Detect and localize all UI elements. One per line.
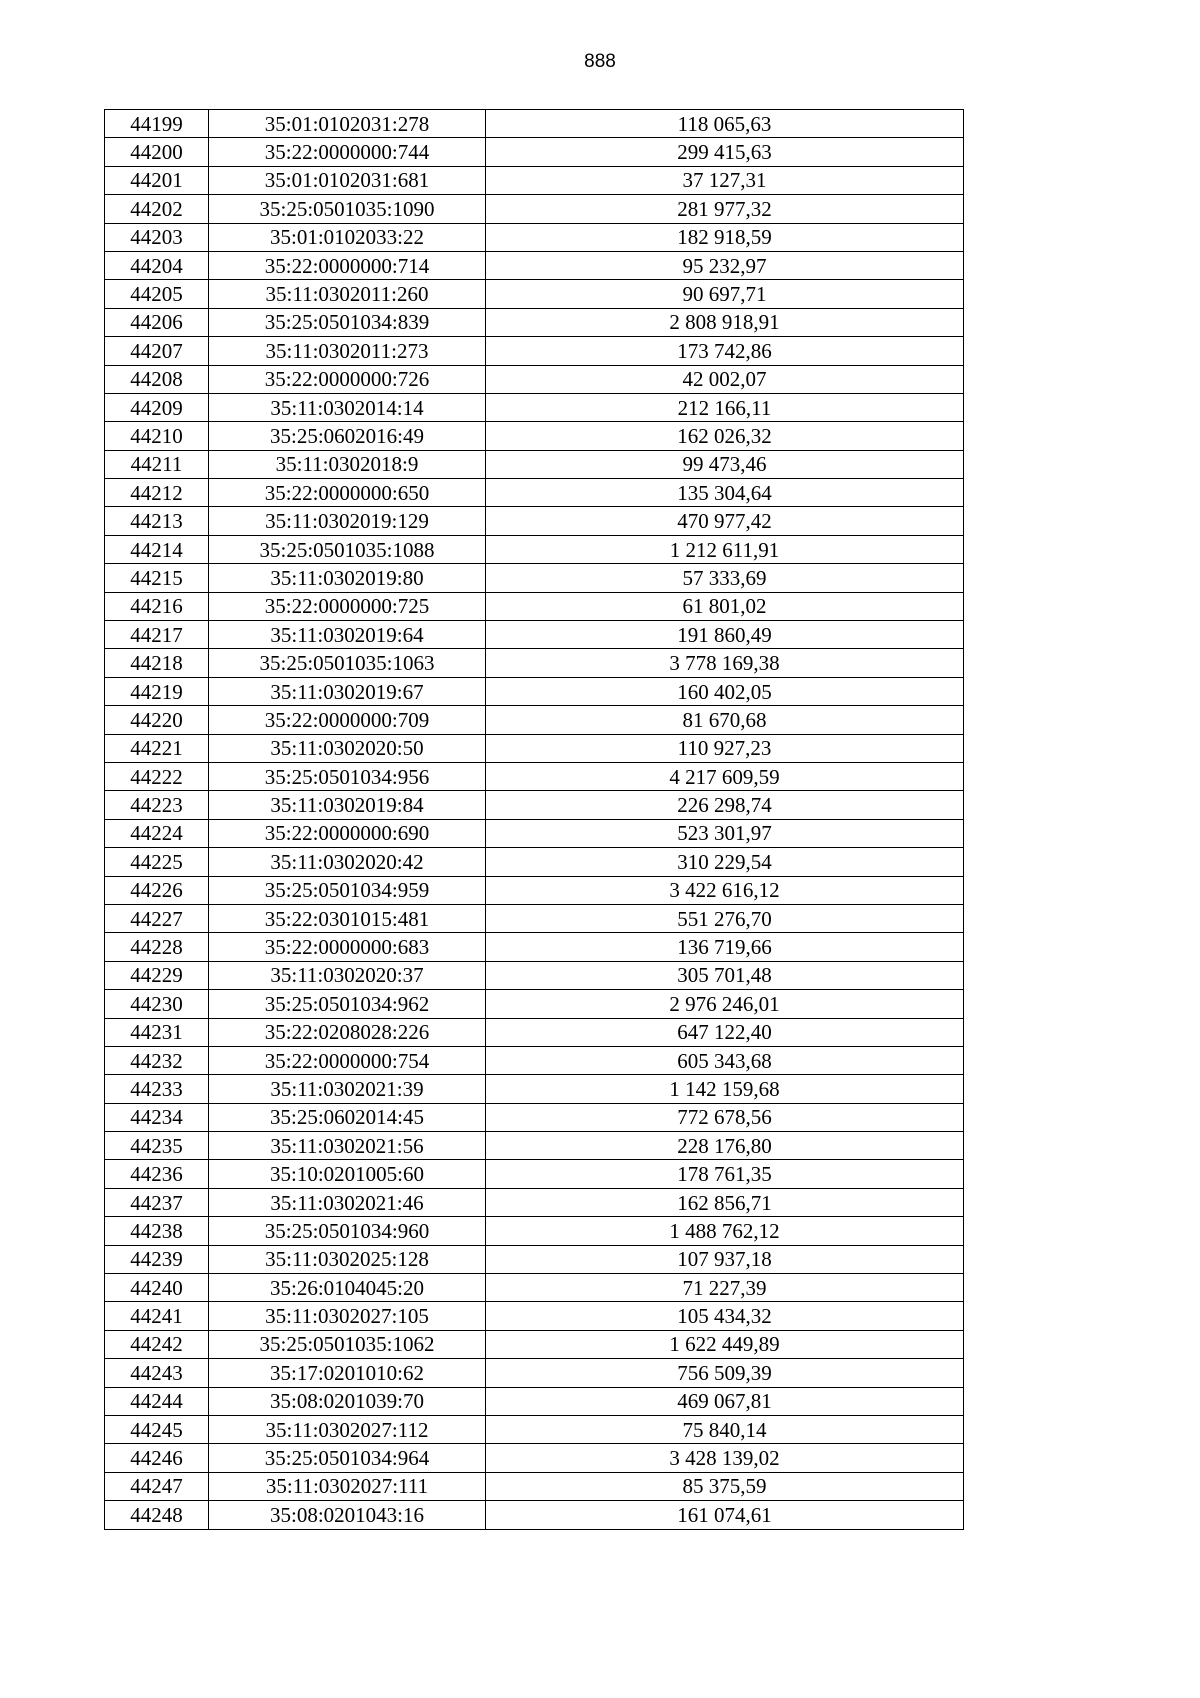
- table-row: [105, 564, 964, 592]
- cadastral-value-cell: 1 212 611,91: [486, 535, 964, 563]
- cadastral-value-cell: 1 488 762,12: [486, 1217, 964, 1245]
- table-row: [105, 1103, 964, 1131]
- row-number-cell: 44217: [105, 621, 209, 649]
- cadastral-value-cell: 305 701,48: [486, 961, 964, 989]
- row-number-cell: 44227: [105, 904, 209, 932]
- table-row: [105, 393, 964, 421]
- table-row: [105, 848, 964, 876]
- table-row: [105, 450, 964, 478]
- cadastral-value-cell: 107 937,18: [486, 1245, 964, 1273]
- table-row: [105, 1330, 964, 1358]
- cadastral-number-cell: 35:11:0302021:39: [209, 1075, 486, 1103]
- cadastral-number-cell: 35:17:0201010:62: [209, 1359, 486, 1387]
- table-row: [105, 1302, 964, 1330]
- row-number-cell: 44220: [105, 706, 209, 734]
- cadastral-value-cell: 42 002,07: [486, 365, 964, 393]
- table-row: [105, 1188, 964, 1216]
- cadastral-number-cell: 35:11:0302019:67: [209, 677, 486, 705]
- row-number-cell: 44230: [105, 990, 209, 1018]
- row-number-cell: 44245: [105, 1415, 209, 1443]
- row-number-cell: 44232: [105, 1046, 209, 1074]
- cadastral-value-cell: 90 697,71: [486, 280, 964, 308]
- cadastral-number-cell: 35:22:0000000:744: [209, 138, 486, 166]
- cadastral-value-cell: 178 761,35: [486, 1160, 964, 1188]
- cadastral-value-cell: 37 127,31: [486, 166, 964, 194]
- cadastral-number-cell: 35:25:0501035:1088: [209, 535, 486, 563]
- table-row: [105, 365, 964, 393]
- table-row: [105, 1046, 964, 1074]
- cadastral-value-cell: 105 434,32: [486, 1302, 964, 1330]
- table-row: [105, 507, 964, 535]
- cadastral-number-cell: 35:11:0302020:50: [209, 734, 486, 762]
- row-number-cell: 44214: [105, 535, 209, 563]
- cadastral-value-cell: 470 977,42: [486, 507, 964, 535]
- row-number-cell: 44208: [105, 365, 209, 393]
- cadastral-number-cell: 35:08:0201039:70: [209, 1387, 486, 1415]
- cadastral-number-cell: 35:22:0208028:226: [209, 1018, 486, 1046]
- table-row: [105, 961, 964, 989]
- cadastral-value-cell: 605 343,68: [486, 1046, 964, 1074]
- cadastral-value-cell: 299 415,63: [486, 138, 964, 166]
- table-row: [105, 1501, 964, 1529]
- cadastral-number-cell: 35:11:0302019:129: [209, 507, 486, 535]
- row-number-cell: 44213: [105, 507, 209, 535]
- cadastral-number-cell: 35:25:0501035:1063: [209, 649, 486, 677]
- cadastral-number-cell: 35:25:0501034:960: [209, 1217, 486, 1245]
- row-number-cell: 44200: [105, 138, 209, 166]
- row-number-cell: 44219: [105, 677, 209, 705]
- row-number-cell: 44231: [105, 1018, 209, 1046]
- cadastral-value-table: [104, 109, 964, 1530]
- row-number-cell: 44218: [105, 649, 209, 677]
- cadastral-value-cell: 81 670,68: [486, 706, 964, 734]
- cadastral-value-cell: 162 856,71: [486, 1188, 964, 1216]
- cadastral-number-cell: 35:22:0000000:650: [209, 479, 486, 507]
- table-body: [105, 110, 964, 1530]
- cadastral-value-cell: 173 742,86: [486, 337, 964, 365]
- cadastral-number-cell: 35:11:0302020:42: [209, 848, 486, 876]
- table-row: [105, 1160, 964, 1188]
- table-row: [105, 251, 964, 279]
- cadastral-value-cell: 75 840,14: [486, 1415, 964, 1443]
- table-row: [105, 933, 964, 961]
- cadastral-value-cell: 551 276,70: [486, 904, 964, 932]
- cadastral-value-cell: 2 976 246,01: [486, 990, 964, 1018]
- row-number-cell: 44216: [105, 592, 209, 620]
- row-number-cell: 44203: [105, 223, 209, 251]
- table-row: [105, 1444, 964, 1472]
- cadastral-number-cell: 35:25:0602016:49: [209, 422, 486, 450]
- table-row: [105, 990, 964, 1018]
- cadastral-number-cell: 35:25:0602014:45: [209, 1103, 486, 1131]
- cadastral-number-cell: 35:22:0000000:690: [209, 819, 486, 847]
- cadastral-number-cell: 35:11:0302027:105: [209, 1302, 486, 1330]
- cadastral-number-cell: 35:11:0302025:128: [209, 1245, 486, 1273]
- cadastral-number-cell: 35:11:0302019:84: [209, 791, 486, 819]
- table-row: [105, 223, 964, 251]
- table-row: [105, 706, 964, 734]
- row-number-cell: 44242: [105, 1330, 209, 1358]
- cadastral-number-cell: 35:11:0302011:260: [209, 280, 486, 308]
- row-number-cell: 44207: [105, 337, 209, 365]
- row-number-cell: 44243: [105, 1359, 209, 1387]
- cadastral-value-cell: 191 860,49: [486, 621, 964, 649]
- cadastral-number-cell: 35:11:0302020:37: [209, 961, 486, 989]
- table-row: [105, 791, 964, 819]
- cadastral-value-cell: 2 808 918,91: [486, 308, 964, 336]
- row-number-cell: 44221: [105, 734, 209, 762]
- cadastral-value-cell: 118 065,63: [486, 110, 964, 138]
- table-row: [105, 819, 964, 847]
- cadastral-number-cell: 35:11:0302011:273: [209, 337, 486, 365]
- cadastral-value-cell: 4 217 609,59: [486, 762, 964, 790]
- table-row: [105, 337, 964, 365]
- row-number-cell: 44209: [105, 393, 209, 421]
- row-number-cell: 44236: [105, 1160, 209, 1188]
- row-number-cell: 44205: [105, 280, 209, 308]
- table-row: [105, 904, 964, 932]
- cadastral-number-cell: 35:01:0102031:278: [209, 110, 486, 138]
- cadastral-value-cell: 160 402,05: [486, 677, 964, 705]
- cadastral-number-cell: 35:11:0302014:14: [209, 393, 486, 421]
- row-number-cell: 44244: [105, 1387, 209, 1415]
- cadastral-value-cell: 3 422 616,12: [486, 876, 964, 904]
- table-row: [105, 876, 964, 904]
- row-number-cell: 44240: [105, 1274, 209, 1302]
- row-number-cell: 44215: [105, 564, 209, 592]
- cadastral-value-cell: 228 176,80: [486, 1132, 964, 1160]
- cadastral-number-cell: 35:25:0501034:956: [209, 762, 486, 790]
- cadastral-value-cell: 71 227,39: [486, 1274, 964, 1302]
- table-row: [105, 734, 964, 762]
- cadastral-number-cell: 35:25:0501034:959: [209, 876, 486, 904]
- table-row: [105, 422, 964, 450]
- row-number-cell: 44235: [105, 1132, 209, 1160]
- cadastral-number-cell: 35:22:0000000:754: [209, 1046, 486, 1074]
- cadastral-value-cell: 469 067,81: [486, 1387, 964, 1415]
- cadastral-number-cell: 35:11:0302021:46: [209, 1188, 486, 1216]
- row-number-cell: 44228: [105, 933, 209, 961]
- row-number-cell: 44233: [105, 1075, 209, 1103]
- row-number-cell: 44239: [105, 1245, 209, 1273]
- row-number-cell: 44201: [105, 166, 209, 194]
- cadastral-number-cell: 35:25:0501035:1062: [209, 1330, 486, 1358]
- row-number-cell: 44237: [105, 1188, 209, 1216]
- table-row: [105, 138, 964, 166]
- row-number-cell: 44223: [105, 791, 209, 819]
- row-number-cell: 44206: [105, 308, 209, 336]
- row-number-cell: 44225: [105, 848, 209, 876]
- table-row: [105, 621, 964, 649]
- table-row: [105, 1245, 964, 1273]
- table-row: [105, 592, 964, 620]
- cadastral-value-cell: 281 977,32: [486, 195, 964, 223]
- table-row: [105, 1472, 964, 1500]
- table-row: [105, 762, 964, 790]
- cadastral-value-cell: 135 304,64: [486, 479, 964, 507]
- table-row: [105, 110, 964, 138]
- row-number-cell: 44211: [105, 450, 209, 478]
- cadastral-number-cell: 35:25:0501034:839: [209, 308, 486, 336]
- page-number: 888: [584, 51, 616, 72]
- row-number-cell: 44226: [105, 876, 209, 904]
- cadastral-number-cell: 35:11:0302027:112: [209, 1415, 486, 1443]
- cadastral-number-cell: 35:22:0000000:725: [209, 592, 486, 620]
- cadastral-value-cell: 310 229,54: [486, 848, 964, 876]
- cadastral-value-cell: 136 719,66: [486, 933, 964, 961]
- row-number-cell: 44229: [105, 961, 209, 989]
- table-row: [105, 166, 964, 194]
- cadastral-number-cell: 35:01:0102033:22: [209, 223, 486, 251]
- table-row: [105, 280, 964, 308]
- cadastral-value-cell: 1 142 159,68: [486, 1075, 964, 1103]
- table-row: [105, 1132, 964, 1160]
- cadastral-value-cell: 772 678,56: [486, 1103, 964, 1131]
- table-row: [105, 195, 964, 223]
- row-number-cell: 44199: [105, 110, 209, 138]
- cadastral-value-cell: 110 927,23: [486, 734, 964, 762]
- row-number-cell: 44222: [105, 762, 209, 790]
- cadastral-number-cell: 35:11:0302021:56: [209, 1132, 486, 1160]
- cadastral-number-cell: 35:25:0501034:962: [209, 990, 486, 1018]
- cadastral-number-cell: 35:25:0501035:1090: [209, 195, 486, 223]
- cadastral-number-cell: 35:26:0104045:20: [209, 1274, 486, 1302]
- cadastral-number-cell: 35:22:0000000:709: [209, 706, 486, 734]
- table-row: [105, 1217, 964, 1245]
- cadastral-value-cell: 756 509,39: [486, 1359, 964, 1387]
- row-number-cell: 44234: [105, 1103, 209, 1131]
- row-number-cell: 44210: [105, 422, 209, 450]
- table-row: [105, 1359, 964, 1387]
- cadastral-value-cell: 182 918,59: [486, 223, 964, 251]
- cadastral-number-cell: 35:11:0302027:111: [209, 1472, 486, 1500]
- cadastral-value-cell: 99 473,46: [486, 450, 964, 478]
- table-row: [105, 1387, 964, 1415]
- row-number-cell: 44204: [105, 251, 209, 279]
- cadastral-value-cell: 162 026,32: [486, 422, 964, 450]
- cadastral-number-cell: 35:08:0201043:16: [209, 1501, 486, 1529]
- cadastral-number-cell: 35:01:0102031:681: [209, 166, 486, 194]
- table-row: [105, 1075, 964, 1103]
- table-row: [105, 535, 964, 563]
- cadastral-number-cell: 35:22:0000000:683: [209, 933, 486, 961]
- cadastral-value-cell: 647 122,40: [486, 1018, 964, 1046]
- cadastral-number-cell: 35:11:0302019:64: [209, 621, 486, 649]
- row-number-cell: 44224: [105, 819, 209, 847]
- row-number-cell: 44248: [105, 1501, 209, 1529]
- cadastral-value-cell: 226 298,74: [486, 791, 964, 819]
- cadastral-value-cell: 3 428 139,02: [486, 1444, 964, 1472]
- cadastral-number-cell: 35:10:0201005:60: [209, 1160, 486, 1188]
- cadastral-number-cell: 35:25:0501034:964: [209, 1444, 486, 1472]
- cadastral-value-cell: 61 801,02: [486, 592, 964, 620]
- row-number-cell: 44247: [105, 1472, 209, 1500]
- row-number-cell: 44246: [105, 1444, 209, 1472]
- table-row: [105, 649, 964, 677]
- cadastral-number-cell: 35:11:0302019:80: [209, 564, 486, 592]
- cadastral-value-cell: 1 622 449,89: [486, 1330, 964, 1358]
- cadastral-value-cell: 212 166,11: [486, 393, 964, 421]
- cadastral-number-cell: 35:22:0000000:726: [209, 365, 486, 393]
- cadastral-value-cell: 3 778 169,38: [486, 649, 964, 677]
- cadastral-value-cell: 57 333,69: [486, 564, 964, 592]
- row-number-cell: 44241: [105, 1302, 209, 1330]
- table-row: [105, 1018, 964, 1046]
- cadastral-number-cell: 35:22:0301015:481: [209, 904, 486, 932]
- cadastral-number-cell: 35:11:0302018:9: [209, 450, 486, 478]
- table-row: [105, 479, 964, 507]
- row-number-cell: 44212: [105, 479, 209, 507]
- cadastral-value-cell: 161 074,61: [486, 1501, 964, 1529]
- row-number-cell: 44202: [105, 195, 209, 223]
- table-row: [105, 308, 964, 336]
- table-row: [105, 1415, 964, 1443]
- cadastral-value-cell: 523 301,97: [486, 819, 964, 847]
- table-row: [105, 1274, 964, 1302]
- cadastral-value-cell: 85 375,59: [486, 1472, 964, 1500]
- cadastral-value-cell: 95 232,97: [486, 251, 964, 279]
- cadastral-number-cell: 35:22:0000000:714: [209, 251, 486, 279]
- row-number-cell: 44238: [105, 1217, 209, 1245]
- table-row: [105, 677, 964, 705]
